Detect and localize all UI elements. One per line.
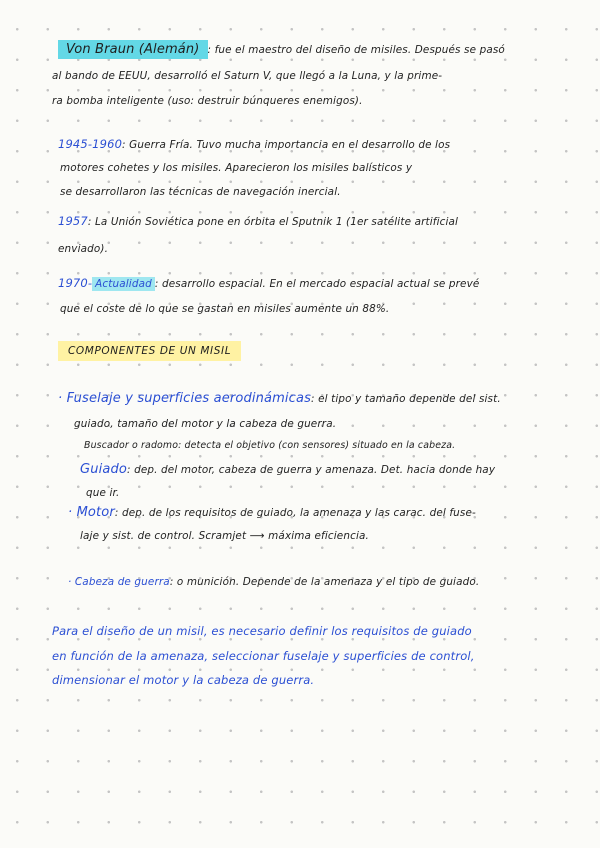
year-1970: 1970- [58,276,93,290]
intro-line-2: al bando de EEUU, desarrolló el Saturn V, que llegó a la Luna, y la prime- [52,70,443,82]
summary-line-2: en función de la amenaza, seleccionar fuselaje y superficies de control, [52,649,475,663]
item2-title: Guiado [80,462,127,477]
year-1945-1960: 1945-1960 [58,137,123,151]
components-heading: COMPONENTES DE UN MISIL [58,341,241,361]
item4-title: · Cabeza de guerra [68,576,170,588]
history-p1-line-3: se desarrollaron las técnicas de navegación inercial. [60,186,341,198]
item4-line-1-text: : o munición. Depende de la amenaza y el tipo de guiado. [169,576,480,588]
item2-line-1 [80,462,495,477]
summary-line-3: dimensionar el motor y la cabeza de guerra. [52,673,315,687]
item3-line-1 [68,505,476,520]
item1-line-3: Buscador o radomo: detecta el objetivo (con sensores) situado en la cabeza. [84,440,456,451]
history-p3-line-2: que el coste de lo que se gastan en misiles aumente un 88%. [60,303,390,315]
intro-line-1 [58,42,505,57]
components-heading-line [58,345,241,357]
history-p1-line-2: motores cohetes y los misiles. Aparecieron los misiles balísticos y [60,162,413,174]
highlight-von-braun: Von Braun (Alemán) [58,40,208,59]
item4-line-1 [68,576,479,588]
item2-line-1-text: : dep. del motor, cabeza de guerra y amenaza. Det. hacia donde hay [127,464,496,476]
year-1957: 1957 [58,214,88,228]
item3-line-2: laje y sist. de control. Scramjet ⟶ máxima eficiencia. [80,530,369,542]
year-actualidad: Actualidad [92,277,155,291]
intro-line-3: ra bomba inteligente (uso: destruir búnqueres enemigos). [52,95,363,107]
history-p3-line-1-text: : desarrollo espacial. En el mercado espacial actual se prevé [154,278,480,290]
history-p1-line-1 [58,137,450,151]
history-p1-line-1-text: : Guerra Fría. Tuvo mucha importancia en el desarrollo de los [122,139,451,151]
history-p2-line-2: enviado). [58,243,109,255]
history-p2-line-1-text: : La Unión Soviética pone en órbita el Sputnik 1 (1er satélite artificial [87,216,459,228]
history-p2-line-1 [58,214,458,228]
item3-title: · Motor [68,505,115,520]
summary-line-1: Para el diseño de un misil, es necesario definir los requisitos de guiado [52,624,472,638]
item1-line-1-text: : el tipo y tamaño depende del sist. [311,393,501,405]
intro-line-1-text: : fue el maestro del diseño de misiles. Después se pasó [207,44,505,56]
item2-line-2: que ir. [86,487,120,499]
item1-title: · Fuselaje y superficies aerodinámicas [58,391,312,406]
item3-line-1-text: : dep. de los requisitos de guiado, la amenaza y las carac. del fuse- [114,507,476,519]
item1-line-2: guiado, tamaño del motor y la cabeza de guerra. [74,418,337,430]
item1-line-1 [58,391,501,406]
history-p3-line-1 [58,276,479,290]
